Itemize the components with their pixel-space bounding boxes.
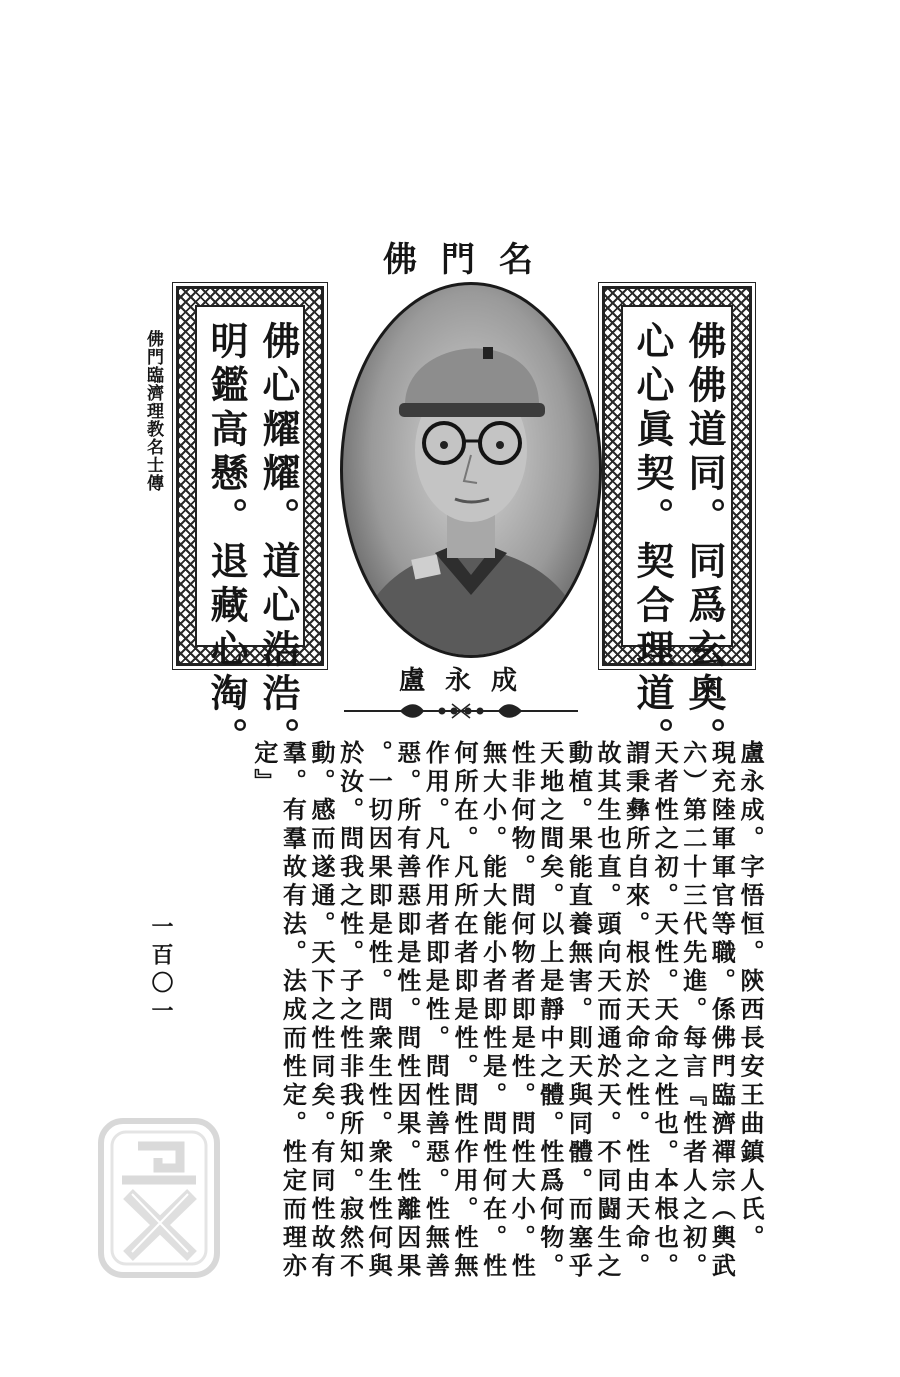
body-column: 羣。有羣故有法。法成而性定。性定而理亦 <box>278 740 308 1282</box>
body-column: 無大小。能大能小者即性是。問性何在。性 <box>478 740 508 1282</box>
couplet-right-line-1: 佛佛道同。同爲玄奧。 <box>682 321 727 761</box>
body-column: 六）第二十三代先進。每言『性者人之初。 <box>678 740 708 1282</box>
body-column: 何所在。凡所在者即是性。問性作用。性無 <box>450 740 479 1282</box>
body-column: 故其生也直。頭向天而通於天。不同闘生之 <box>593 740 622 1282</box>
body-column: 惡。所有善惡即是性。問性因果。性離因果 <box>392 740 422 1282</box>
portrait-figure-icon <box>343 285 599 655</box>
body-column: 於汝。問我之性。子之性非我所知。寂然不 <box>335 740 365 1282</box>
body-column: 謂秉彝所自來。根於天命之性。性由天命。 <box>621 740 651 1282</box>
couplet-right-line-2: 心心眞契。契合理道。 <box>630 321 675 761</box>
portrait-caption: 盧永成 <box>398 666 537 696</box>
body-column: 性非何物。問何物者即是性。問性大小。性 <box>507 740 537 1282</box>
body-column: 。一切因果即是性。問衆生性。衆生性何與 <box>364 740 394 1282</box>
couplet-frame-right <box>602 286 752 761</box>
body-column: 動。感而遂通。天下之性同矣。有同性故有 <box>307 740 336 1282</box>
couplet-panel-right <box>621 305 733 761</box>
body-column: 天者性之初。天性。天命之性也。本根也。 <box>650 740 680 1282</box>
couplet-panel-left <box>195 305 305 761</box>
running-head: 佛門臨濟理教名士傳 <box>143 330 163 492</box>
portrait-photo <box>340 282 602 658</box>
body-column: 定』 <box>249 740 279 797</box>
body-column: 作用。凡作用者即是性。問性善惡。性無善 <box>421 740 451 1282</box>
body-column: 現充陸軍軍官等職。係佛門臨濟禪宗（輿武 <box>707 740 737 1282</box>
page-number: 一百〇一 <box>148 915 174 1027</box>
body-column: 盧永成。字悟恒。陝西長安王曲鎮人氏。 <box>736 740 765 1253</box>
body-column: 動植。果能直養無害。則天與同體。而塞乎 <box>564 740 594 1282</box>
page-title: 佛門名 <box>383 240 557 280</box>
couplet-frame-left <box>176 286 324 761</box>
body-column: 天地之間矣。以上是靜中之體。性爲何物。 <box>535 740 565 1282</box>
ornament-divider-icon <box>342 700 580 722</box>
couplet-left-line-2: 明鑑高懸。退藏心淘。 <box>204 321 249 761</box>
couplet-left-line-1: 佛心耀耀。道心浩浩。 <box>256 321 301 761</box>
library-seal-icon <box>98 1118 220 1278</box>
